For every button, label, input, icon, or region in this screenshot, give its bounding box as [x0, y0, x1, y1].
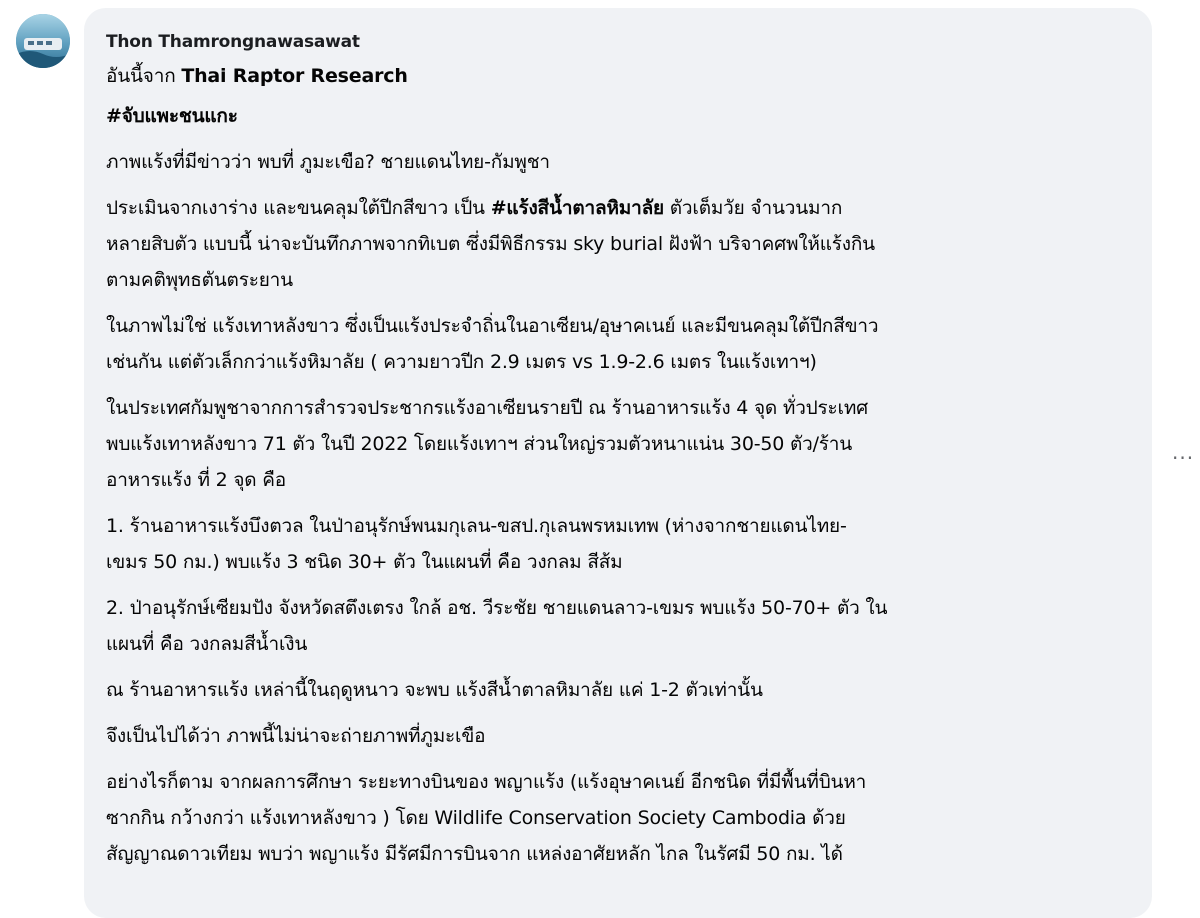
comment-line	[106, 144, 1128, 180]
text-run: แผนที่ คือ วงกลมสีน้ำเงิน	[106, 633, 308, 655]
comment-paragraph	[106, 764, 1128, 872]
text-run: ตัวเต็มวัย จำนวนมาก	[663, 197, 843, 219]
text-run: เช่นกัน แต่ตัวเล็กกว่าแร้งหิมาลัย ( ความยาวปีก 2.9 เมตร vs 1.9-2.6 เมตร ในแร้งเทาฯ)	[106, 351, 817, 373]
comment-line	[106, 544, 1128, 580]
comment-line	[106, 764, 1128, 800]
comment-line	[106, 344, 1128, 380]
profile-photo-icon	[16, 14, 70, 68]
comment-line	[106, 58, 1128, 94]
comment-line	[106, 390, 1128, 426]
text-run: อย่างไรก็ตาม จากผลการศึกษา ระยะทางบินของ พญาแร้ง (แร้งอุษาคเนย์ อีกชนิด ที่มีพื้นที่บินหา	[106, 771, 867, 793]
comment-bubble	[84, 8, 1152, 918]
comment-line	[106, 462, 1128, 498]
comment-paragraph	[106, 144, 1128, 180]
bold-text[interactable]: #จับแพะชนแกะ	[106, 105, 238, 127]
comment-line	[106, 718, 1128, 754]
text-run: เขมร 50 กม.) พบแร้ง 3 ชนิด 30+ ตัว ในแผนที่ คือ วงกลม สีส้ม	[106, 551, 623, 573]
text-run: อันนี้จาก	[106, 65, 182, 87]
comment-line	[106, 308, 1128, 344]
text-run: ภาพแร้งที่มีข่าวว่า พบที่ ภูมะเขือ? ชายแดนไทย-กัมพูชา	[106, 151, 550, 173]
comment-line	[106, 508, 1128, 544]
bold-text[interactable]: #แร้งสีน้ำตาลหิมาลัย	[490, 197, 664, 219]
text-run: สัญญาณดาวเทียม พบว่า พญาแร้ง มีรัศมีการบินจาก แหล่งอาศัยหลัก ไกล ในรัศมี 50 กม. ได้	[106, 843, 843, 865]
comment-line	[106, 800, 1128, 836]
text-run: ในประเทศกัมพูชาจากการสำรวจประชากรแร้งอาเซียนรายปี ณ ร้านอาหารแร้ง 4 จุด ทั่วประเทศ	[106, 397, 869, 419]
comment-line	[106, 590, 1128, 626]
comment-line	[106, 190, 1128, 226]
text-run: พบแร้งเทาหลังขาว 71 ตัว ในปี 2022 โดยแร้งเทาฯ ส่วนใหญ่รวมตัวหนาแน่น 30-50 ตัว/ร้าน	[106, 433, 853, 455]
text-run: ซากกิน กว้างกว่า แร้งเทาหลังขาว ) โดย Wildlife Conservation Society Cambodia ด้วย	[106, 807, 846, 829]
comment-line	[106, 98, 1128, 134]
text-run: 1. ร้านอาหารแร้งบึงตวล ในป่าอนุรักษ์พนมกุเลน-ขสป.กุเลนพรหมเทพ (ห่างจากชายแดนไทย-	[106, 515, 847, 537]
comment-line	[106, 426, 1128, 462]
comment-line	[106, 672, 1128, 708]
comment-paragraph	[106, 390, 1128, 498]
comment-paragraph	[106, 590, 1128, 662]
text-run: ประเมินจากเงาร่าง และขนคลุมใต้ปีกสีขาว เป็น	[106, 197, 491, 219]
comment-line	[106, 262, 1128, 298]
comment-body	[106, 58, 1128, 872]
comment-line	[106, 626, 1128, 662]
comment-paragraph	[106, 508, 1128, 580]
comment-paragraph	[106, 58, 1128, 94]
comment-paragraph	[106, 672, 1128, 708]
comment-paragraph	[106, 308, 1128, 380]
text-run: 2. ป่าอนุรักษ์เซียมปัง จังหวัดสตึงเตรง ใกล้ อช. วีระชัย ชายแดนลาว-เขมร พบแร้ง 50-70+ ตัว ใน	[106, 597, 888, 619]
text-run: หลายสิบตัว แบบนี้ น่าจะบันทึกภาพจากทิเบต ซึ่งมีพิธีกรรม sky burial ฝังฟ้า บริจาคศพให้แร้งกิน	[106, 233, 875, 255]
comment-line	[106, 226, 1128, 262]
text-run: ในภาพไม่ใช่ แร้งเทาหลังขาว ซึ่งเป็นแร้งประจำถิ่นในอาเซียน/อุษาคเนย์ และมีขนคลุมใต้ปีกสีขาว	[106, 315, 879, 337]
text-run: จึงเป็นไปได้ว่า ภาพนี้ไม่น่าจะถ่ายภาพที่ภูมะเขือ	[106, 725, 486, 747]
text-run: ตามคติพุทธตันตระยาน	[106, 269, 293, 291]
text-run: ณ ร้านอาหารแร้ง เหล่านี้ในฤดูหนาว จะพบ แร้งสีน้ำตาลหิมาลัย แค่ 1-2 ตัวเท่านั้น	[106, 679, 763, 701]
ellipsis-icon[interactable]: ···	[1172, 446, 1195, 470]
comment-author[interactable]: Thon Thamrongnawasawat	[106, 32, 360, 52]
comment-line	[106, 836, 1128, 872]
comment-paragraph	[106, 98, 1128, 134]
bold-text[interactable]: Thai Raptor Research	[181, 65, 408, 87]
avatar[interactable]	[16, 14, 70, 68]
text-run: อาหารแร้ง ที่ 2 จุด คือ	[106, 469, 286, 491]
comment-paragraph	[106, 190, 1128, 298]
comment-paragraph	[106, 718, 1128, 754]
